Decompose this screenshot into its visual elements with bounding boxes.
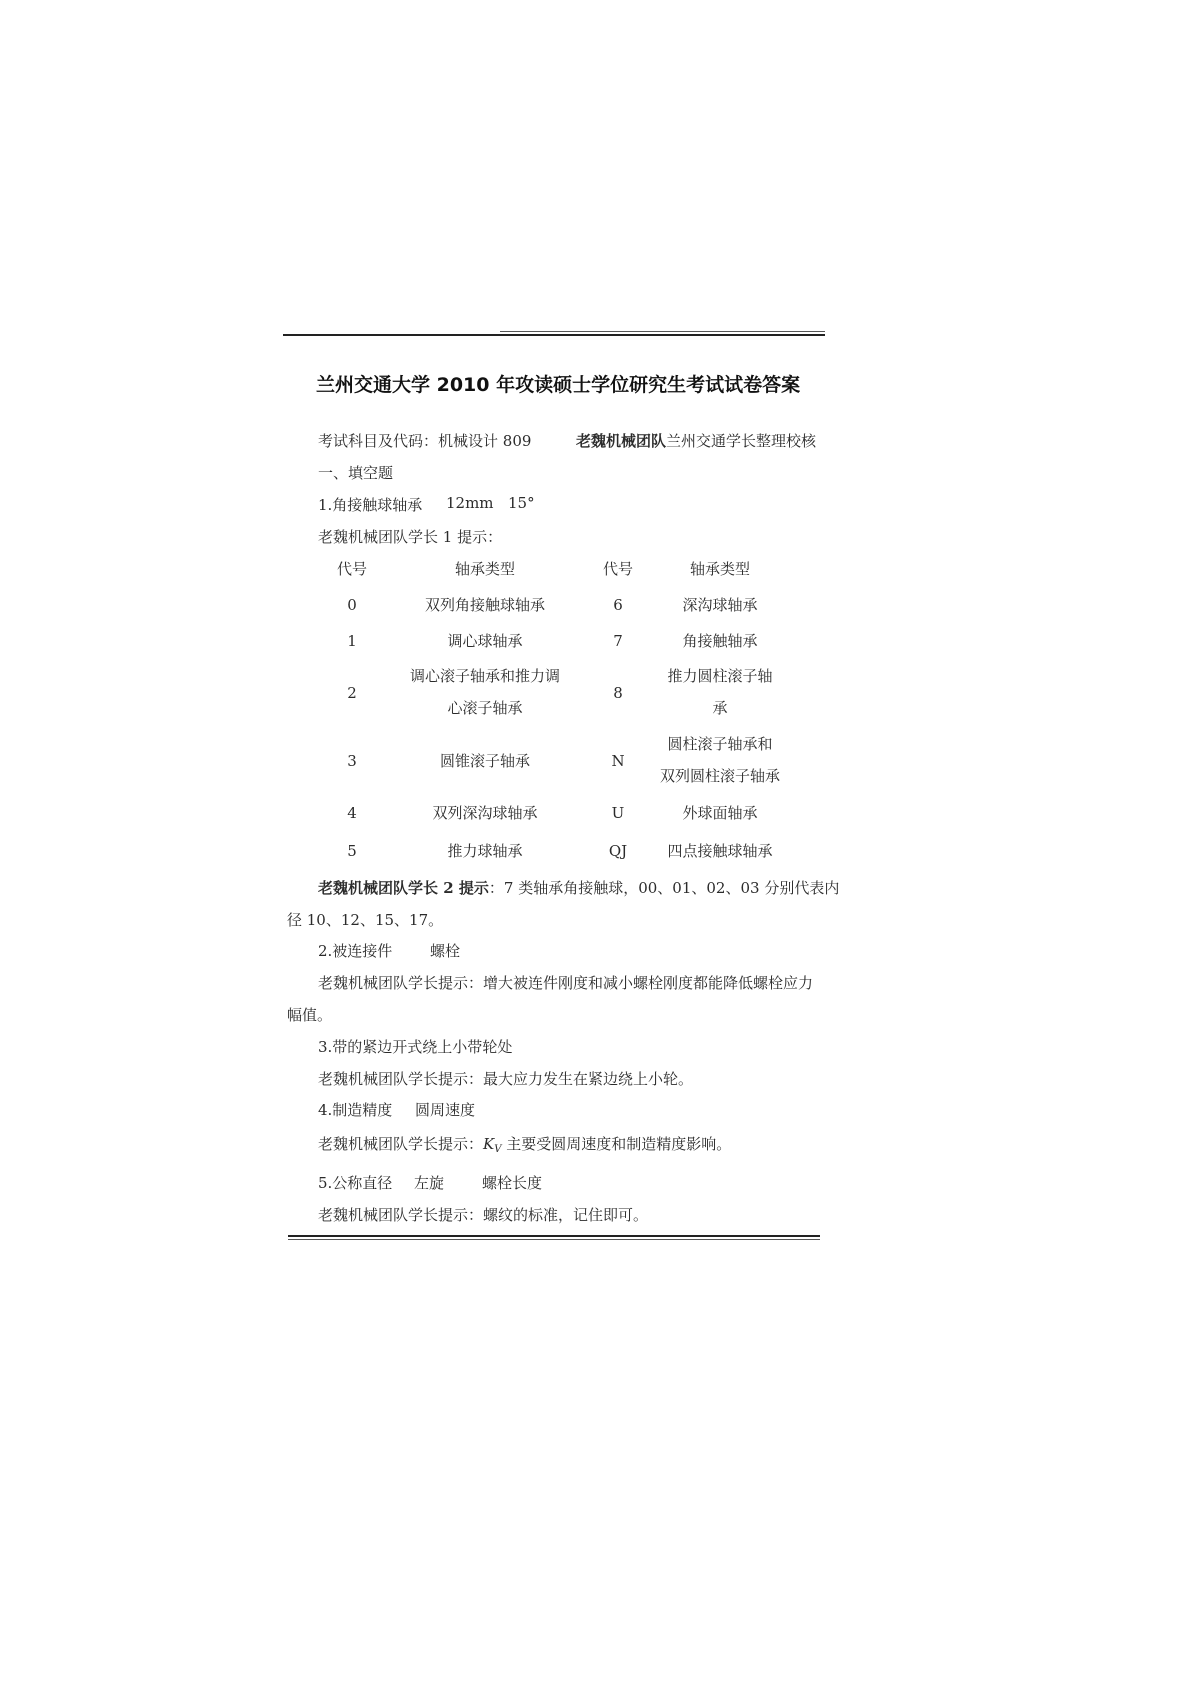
- table-cell-type: [650, 624, 790, 658]
- section-heading: 一、填空题: [318, 464, 394, 482]
- table-cell-type: [650, 588, 790, 622]
- q2-answer-a: 2.被连接件: [318, 942, 393, 960]
- hint-q4: [318, 1133, 731, 1155]
- subject-text: 考试科目及代码：机械设计 809: [318, 432, 532, 450]
- table-cell-line: 深沟球轴承: [682, 596, 758, 614]
- table-cell-line: 推力圆柱滚子轴: [667, 667, 773, 685]
- table-cell-line: 承: [712, 699, 728, 717]
- q3-answer: 3.带的紧边开式绕上小带轮处: [318, 1038, 513, 1056]
- table-cell-code: 0: [347, 596, 357, 614]
- table-cell-type: [650, 834, 790, 868]
- table-cell-line: 心滚子轴承: [447, 699, 523, 717]
- table-cell-code: 5: [347, 842, 357, 860]
- top-rule: [283, 334, 825, 336]
- table-cell-type: [650, 796, 790, 830]
- table-cell-type: [395, 796, 575, 830]
- table-cell-line: 角接触轴承: [682, 632, 758, 650]
- table-cell-line: 圆锥滚子轴承: [439, 752, 530, 770]
- table-cell-line: 调心滚子轴承和推力调: [409, 667, 560, 685]
- table-cell-type: [650, 660, 790, 724]
- table-header-code-1: 代号: [336, 560, 367, 578]
- table-cell-line: 圆柱滚子轴承和: [667, 735, 773, 753]
- hint-2-line-2: 径 10、12、15、17。: [287, 911, 444, 929]
- kv-subscript: V: [494, 1144, 502, 1155]
- table-cell-type: [650, 728, 790, 792]
- hint-q4-suffix: 主要受圆周速度和制造精度影响。: [501, 1135, 732, 1153]
- q1-answer: 1.角接触球轴承: [318, 496, 423, 514]
- q5-answer-a: 5.公称直径: [318, 1174, 393, 1192]
- q2-answer-b: 螺栓: [430, 942, 461, 960]
- hint-2-line-1: [318, 877, 839, 898]
- table-cell-type: [395, 834, 575, 868]
- hint-q5: 老魏机械团队学长提示：螺纹的标准，记住即可。: [318, 1206, 649, 1224]
- table-cell-code: 3: [347, 752, 357, 770]
- table-cell-code: 6: [613, 596, 623, 614]
- team-credit: [576, 430, 816, 451]
- q1-value-angle: 15°: [508, 494, 535, 512]
- table-cell-line: 双列角接触球轴承: [424, 596, 545, 614]
- top-rule-accent: [500, 331, 825, 332]
- table-cell-line: 双列圆柱滚子轴承: [659, 767, 780, 785]
- table-cell-line: 外球面轴承: [682, 804, 758, 822]
- q5-answer-b: 左旋: [414, 1174, 445, 1192]
- table-cell-type: [395, 660, 575, 724]
- kv-symbol: K: [483, 1135, 495, 1153]
- q1-value-diameter: 12mm: [446, 494, 494, 512]
- table-cell-type: [395, 624, 575, 658]
- hint-q4-prefix: 老魏机械团队学长提示：: [318, 1135, 484, 1153]
- bottom-rule-thin: [288, 1239, 820, 1240]
- hint-q2-line-1: 老魏机械团队学长提示：增大被连件刚度和减小螺栓刚度都能降低螺栓应力: [318, 974, 814, 992]
- table-cell-code: 2: [347, 684, 357, 702]
- q4-answer-b: 圆周速度: [415, 1101, 476, 1119]
- table-header-type-1: 轴承类型: [454, 560, 515, 578]
- table-cell-line: 四点接触球轴承: [667, 842, 773, 860]
- table-cell-code: 7: [613, 632, 623, 650]
- table-header-type-2: 轴承类型: [689, 560, 750, 578]
- hint-2-label: 老魏机械团队学长 2 提示: [318, 879, 489, 897]
- team-name: 老魏机械团队: [576, 432, 667, 450]
- table-cell-type: [395, 588, 575, 622]
- subject-line: [318, 430, 531, 451]
- table-cell-line: 推力球轴承: [447, 842, 523, 860]
- table-cell-code: 1: [347, 632, 357, 650]
- team-credit-rest: 兰州交通学长整理校核: [666, 432, 817, 450]
- q4-answer-a: 4.制造精度: [318, 1101, 393, 1119]
- table-cell-code: QJ: [608, 842, 628, 860]
- table-cell-line: 调心球轴承: [447, 632, 523, 650]
- hint-2-text: ：7 类轴承角接触球，00、01、02、03 分别代表内: [488, 879, 840, 897]
- hint-q3: 老魏机械团队学长提示：最大应力发生在紧边绕上小轮。: [318, 1070, 694, 1088]
- table-cell-line: 双列深沟球轴承: [432, 804, 538, 822]
- hint-1: 老魏机械团队学长 1 提示：: [318, 528, 503, 546]
- table-cell-code: 4: [347, 804, 357, 822]
- bottom-rule: [288, 1235, 820, 1237]
- q5-answer-c: 螺栓长度: [482, 1174, 543, 1192]
- table-cell-code: N: [611, 752, 625, 770]
- table-cell-type: [395, 744, 575, 778]
- table-cell-code: 8: [613, 684, 623, 702]
- table-cell-code: U: [611, 804, 625, 822]
- hint-q2-line-2: 幅值。: [287, 1006, 333, 1024]
- document-title: 兰州交通大学 2010 年攻读硕士学位研究生考试试卷答案: [316, 374, 801, 396]
- table-header-code-2: 代号: [602, 560, 633, 578]
